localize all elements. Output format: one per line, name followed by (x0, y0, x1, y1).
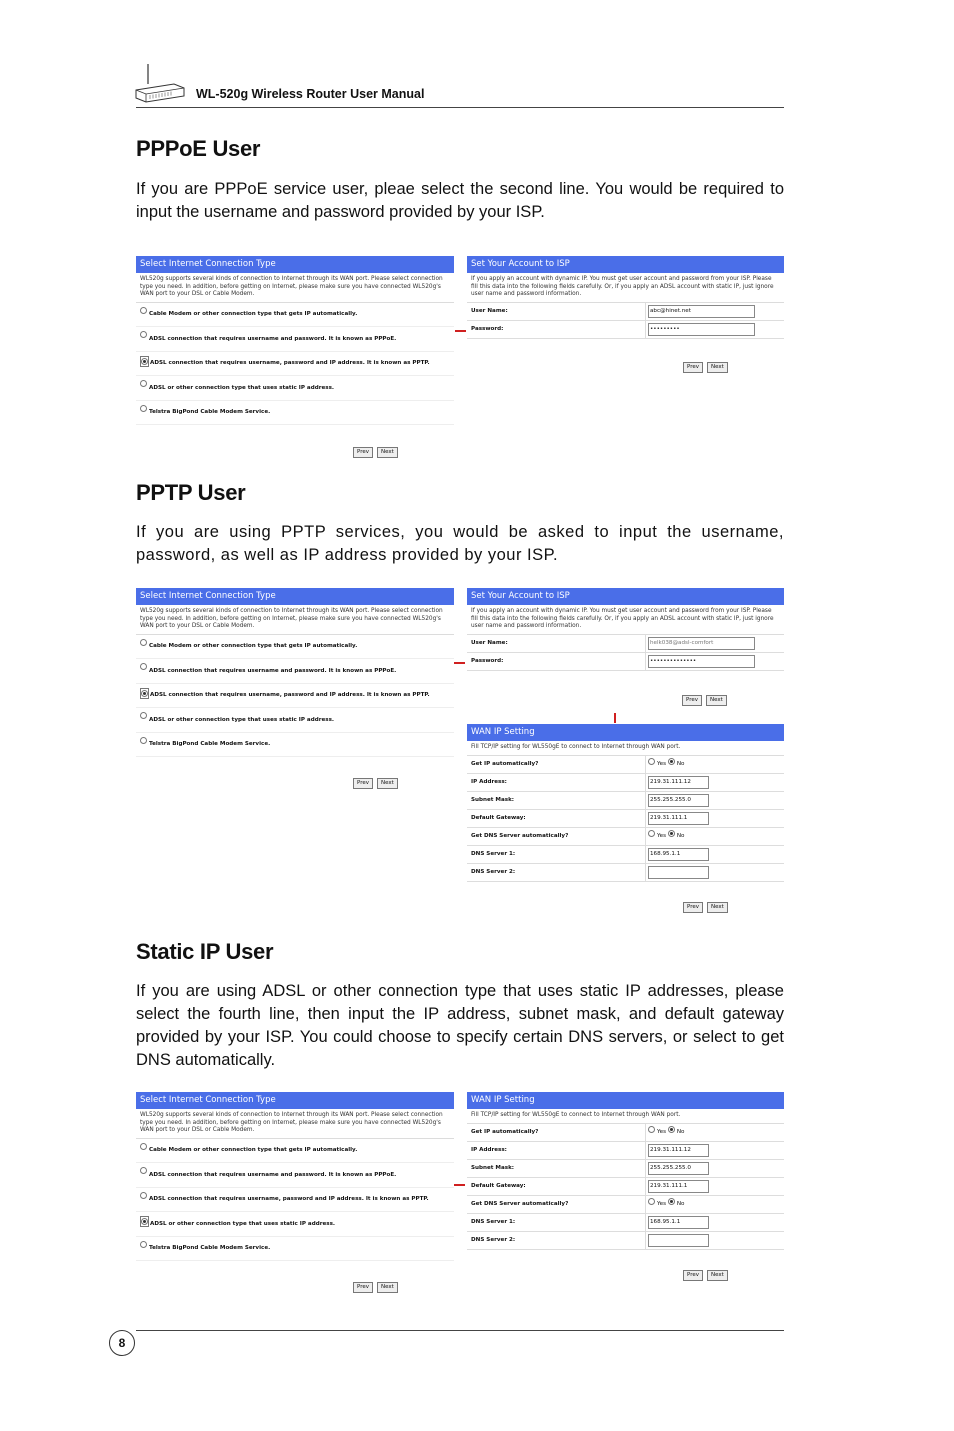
yes-radio-icon[interactable] (648, 830, 655, 837)
no-radio-icon[interactable] (668, 1126, 675, 1133)
pptp-connection-type-panel (136, 588, 454, 792)
ip-address-label: IP Address: (471, 779, 507, 785)
default-gateway-input[interactable]: 219.31.111.1 (648, 1180, 709, 1193)
subnet-mask-label: Subnet Mask: (471, 1165, 515, 1171)
pppoe-connection-type-panel (136, 256, 454, 460)
panel-title: Select Internet Connection Type (136, 588, 454, 605)
no-radio-icon[interactable] (668, 1198, 675, 1205)
subnet-mask-label: Subnet Mask: (471, 797, 515, 803)
connection-option[interactable]: ADSL connection that requires username, password and IP address. It is known as PPTP. (136, 1188, 454, 1213)
radio-icon[interactable] (140, 1143, 147, 1150)
radio-icon[interactable] (140, 307, 147, 314)
radio-icon[interactable] (140, 331, 147, 338)
pptp-section-title: PPTP User (136, 480, 246, 505)
panel-description: If you apply an account with dynamic IP. You must get user account and password from your ISP. Please fill this data into the following fields carefully. Or, if you apply an ADSL account with static IP, just ignore user name and password information. (467, 273, 784, 303)
panel-description: WL520g supports several kinds of connection to Internet through its WAN port. Please select connection type you need. In addition, before getting on Internet, please make sure you have connected WL520g's WAN port to your DSL or Cable Modem. (136, 1109, 454, 1139)
connection-option[interactable]: ADSL connection that requires username, password and IP address. It is known as PPTP. (136, 684, 454, 709)
get-ip-auto-label: Get IP automatically? (471, 761, 539, 767)
prev-button[interactable]: Prev (353, 1282, 373, 1293)
username-label: User Name: (471, 640, 508, 646)
prev-button[interactable]: Prev (683, 902, 703, 913)
selected-radio-icon[interactable] (140, 1216, 149, 1227)
radio-icon[interactable] (140, 1192, 147, 1199)
panel-description: Fill TCP/IP setting for WL550gE to connect to Internet through WAN port. (467, 741, 784, 756)
selected-radio-icon[interactable] (140, 356, 149, 367)
prev-button[interactable]: Prev (683, 1270, 703, 1281)
panel-title: Select Internet Connection Type (136, 256, 454, 273)
connection-option[interactable]: ADSL connection that requires username and password. It is known as PPPoE. (136, 659, 454, 684)
static-wan-ip-panel: WAN IP Setting Fill TCP/IP setting for WL550gE to connect to Internet through WAN port. Get IP automatically? Yes No IP Address: 219.31.111.12 Subnet Mask: 255.255.255.0 Default Gateway: 219.31.111.1 Get DNS Server automatically? Yes No DNS Server 1: 168.95.1.1 DNS Server 2: Prev Next (467, 1092, 784, 1284)
radio-icon[interactable] (140, 737, 147, 744)
pppoe-section-body: If you are PPPoE service user, pleae select the second line. You would be required to input the username and password provided by your ISP. (136, 180, 784, 221)
yes-radio-icon[interactable] (648, 758, 655, 765)
panel-description: WL520g supports several kinds of connection to Internet through its WAN port. Please select connection type you need. In addition, before getting on Internet, please make sure you have connected WL520g's WAN port to your DSL or Cable Modem. (136, 273, 454, 303)
dns-server-1-input[interactable]: 168.95.1.1 (648, 1216, 709, 1229)
dns-server-1-label: DNS Server 1: (471, 851, 516, 857)
nav-buttons (353, 1282, 398, 1293)
radio-icon[interactable] (140, 639, 147, 646)
default-gateway-label: Default Gateway: (471, 815, 526, 821)
ip-address-label: IP Address: (471, 1147, 507, 1153)
nav-buttons (353, 447, 398, 458)
ip-address-input[interactable]: 219.31.111.12 (648, 776, 709, 789)
username-input[interactable]: helk038@adsl-comfort (648, 637, 755, 650)
next-button[interactable]: Next (377, 1282, 398, 1293)
next-button[interactable]: Next (377, 447, 398, 458)
radio-icon[interactable] (140, 663, 147, 670)
radio-icon[interactable] (140, 712, 147, 719)
panel-description: WL520g supports several kinds of connection to Internet through its WAN port. Please select connection type you need. In addition, before getting on Internet, please make sure you have connected WL520g's WAN port to your DSL or Cable Modem. (136, 605, 454, 635)
connection-option[interactable]: Cable Modem or other connection type that gets IP automatically. (136, 635, 454, 660)
get-dns-auto-label: Get DNS Server automatically? (471, 833, 569, 839)
next-button[interactable]: Next (707, 902, 728, 913)
annotation-marker (455, 330, 466, 332)
connection-option[interactable]: ADSL or other connection type that uses static IP address. (136, 708, 454, 733)
default-gateway-input[interactable]: 219.31.111.1 (648, 812, 709, 825)
panel-description: If you apply an account with dynamic IP. You must get user account and password from your ISP. Please fill this data into the following fields carefully. Or, if you apply an ADSL account with static IP, just ignore user name and password information. (467, 605, 784, 635)
nav-buttons (683, 362, 728, 373)
static-section-body: If you are using ADSL or other connection type that uses static IP addresses, please select the fourth line, then input the IP address, subnet mask, and default gateway provided by your ISP. You could choose to specify certain DNS servers, or select to get DNS automatically. (136, 982, 784, 1069)
pppoe-isp-account-panel (467, 256, 784, 376)
next-button[interactable]: Next (377, 778, 398, 789)
username-input[interactable]: abc@hinet.net (648, 305, 755, 318)
prev-button[interactable]: Prev (682, 695, 702, 706)
header-divider (136, 107, 784, 108)
annotation-marker (454, 1184, 465, 1186)
connection-option[interactable]: Telstra BigPond Cable Modem Service. (136, 733, 454, 758)
yes-radio-icon[interactable] (648, 1126, 655, 1133)
next-button[interactable]: Next (707, 362, 728, 373)
nav-buttons (682, 695, 727, 706)
manual-title: WL-520g Wireless Router User Manual (196, 87, 425, 101)
get-dns-auto-label: Get DNS Server automatically? (471, 1201, 569, 1207)
panel-title: Set Your Account to ISP (467, 588, 784, 605)
username-label: User Name: (471, 308, 508, 314)
next-button[interactable]: Next (707, 1270, 728, 1281)
dns-server-2-input[interactable] (648, 1234, 709, 1247)
nav-buttons (683, 1270, 728, 1281)
panel-title: Select Internet Connection Type (136, 1092, 454, 1109)
no-radio-icon[interactable] (668, 758, 675, 765)
panel-description: Fill TCP/IP setting for WL550gE to connect to Internet through WAN port. (467, 1109, 784, 1124)
connection-option[interactable]: Cable Modem or other connection type that gets IP automatically. (136, 1139, 454, 1164)
pppoe-section-title: PPPoE User (136, 136, 261, 161)
panel-title: WAN IP Setting (467, 724, 784, 741)
pptp-isp-account-panel (467, 588, 784, 710)
static-section-title: Static IP User (136, 939, 274, 964)
connection-option[interactable]: Telstra BigPond Cable Modem Service. (136, 1237, 454, 1262)
annotation-marker (614, 713, 616, 723)
footer-divider (136, 1330, 784, 1331)
dns-server-2-label: DNS Server 2: (471, 1237, 516, 1243)
connection-option[interactable]: Telstra BigPond Cable Modem Service. (136, 401, 454, 426)
pptp-section-body: If you are using PPTP services, you would be asked to input the username, password, as well as IP address provided by your ISP. (136, 523, 784, 564)
nav-buttons (683, 902, 728, 913)
connection-option[interactable]: ADSL or other connection type that uses static IP address. (136, 376, 454, 401)
page-number: 8 (109, 1330, 135, 1356)
prev-button[interactable]: Prev (353, 778, 373, 789)
selected-radio-icon[interactable] (140, 688, 149, 699)
nav-buttons (353, 778, 398, 789)
default-gateway-label: Default Gateway: (471, 1183, 526, 1189)
get-ip-auto-label: Get IP automatically? (471, 1129, 539, 1135)
panel-title: Set Your Account to ISP (467, 256, 784, 273)
connection-option[interactable]: ADSL or other connection type that uses static IP address. (136, 1212, 454, 1237)
dns-server-1-label: DNS Server 1: (471, 1219, 516, 1225)
radio-icon[interactable] (140, 405, 147, 412)
router-logo-icon (134, 62, 186, 104)
next-button[interactable]: Next (706, 695, 727, 706)
panel-title: WAN IP Setting (467, 1092, 784, 1109)
dns-server-1-input[interactable]: 168.95.1.1 (648, 848, 709, 861)
no-radio-icon[interactable] (668, 830, 675, 837)
annotation-marker (454, 662, 465, 664)
connection-option[interactable]: Cable Modem or other connection type that gets IP automatically. (136, 303, 454, 328)
radio-icon[interactable] (140, 1167, 147, 1174)
dns-server-2-input[interactable] (648, 866, 709, 879)
ip-address-input[interactable]: 219.31.111.12 (648, 1144, 709, 1157)
prev-button[interactable]: Prev (683, 362, 703, 373)
pptp-wan-ip-panel: WAN IP Setting Fill TCP/IP setting for WL550gE to connect to Internet through WAN port. Get IP automatically? Yes No IP Address: 219.31.111.12 Subnet Mask: 255.255.255.0 Default Gateway: 219.31.111.1 Get DNS Server automatically? Yes No DNS Server 1: 168.95.1.1 DNS Server 2: Prev Next (467, 724, 784, 914)
connection-option[interactable]: ADSL connection that requires username and password. It is known as PPPoE. (136, 327, 454, 352)
prev-button[interactable]: Prev (353, 447, 373, 458)
yes-radio-icon[interactable] (648, 1198, 655, 1205)
connection-option[interactable]: ADSL connection that requires username, password and IP address. It is known as PPTP. (136, 352, 454, 377)
password-input[interactable]: •••••••••••••• (648, 655, 755, 668)
connection-option[interactable]: ADSL connection that requires username and password. It is known as PPPoE. (136, 1163, 454, 1188)
radio-icon[interactable] (140, 380, 147, 387)
radio-icon[interactable] (140, 1241, 147, 1248)
dns-server-2-label: DNS Server 2: (471, 869, 516, 875)
subnet-mask-input[interactable]: 255.255.255.0 (648, 794, 709, 807)
static-connection-type-panel (136, 1092, 454, 1296)
password-label: Password: (471, 326, 504, 332)
password-label: Password: (471, 658, 504, 664)
subnet-mask-input[interactable]: 255.255.255.0 (648, 1162, 709, 1175)
password-input[interactable]: ••••••••• (648, 323, 755, 336)
